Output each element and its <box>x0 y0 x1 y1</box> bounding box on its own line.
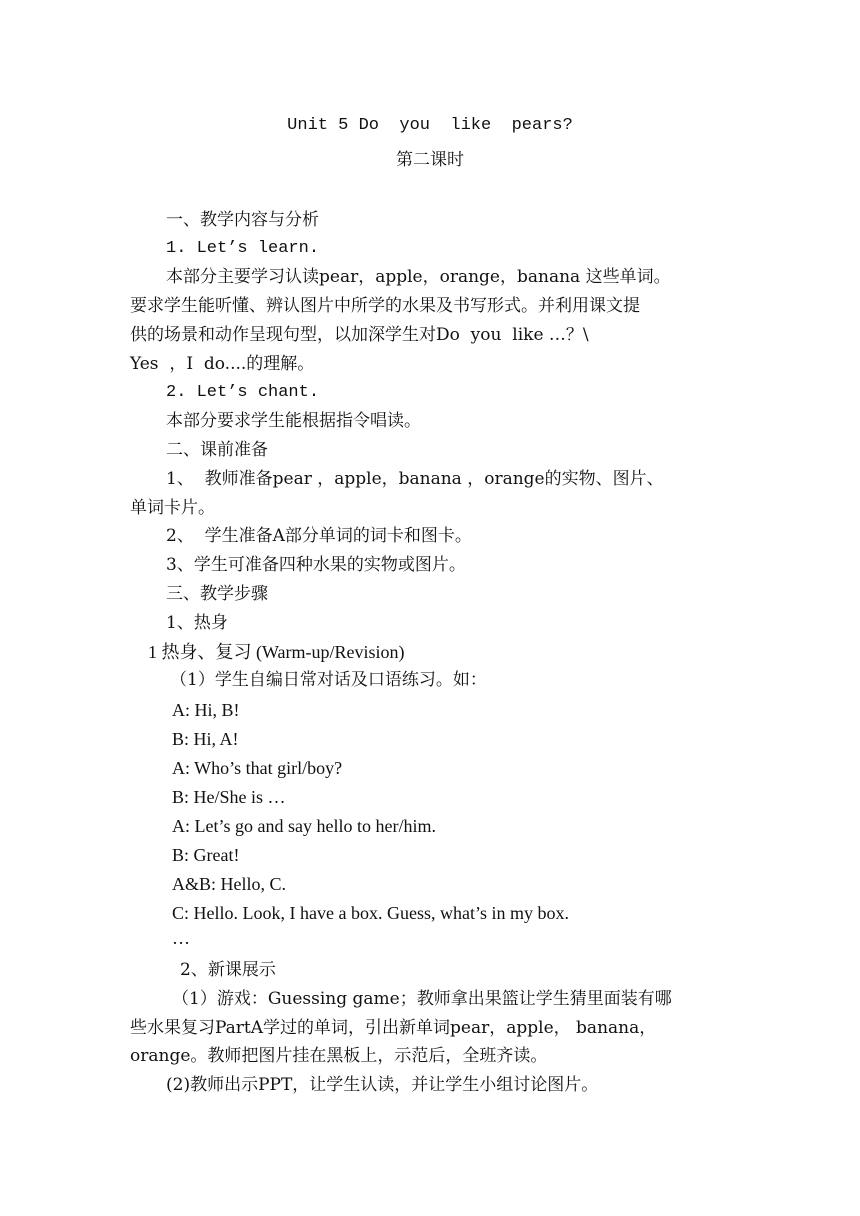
step-heading: 2、新课展示 <box>180 960 276 980</box>
dialogue-line: A: Who’s that girl/boy? <box>172 758 343 778</box>
step-heading: 1、热身 <box>166 613 228 633</box>
paragraph-line: 本部分主要学习认读pear，apple，orange，banana 这些单词。 <box>166 267 671 287</box>
dialogue-line: A&B: Hello, C. <box>172 874 287 894</box>
dialogue-line: A: Hi, B! <box>172 700 240 720</box>
paragraph-line: 些水果复习PartA学过的单词，引出新单词pear，apple， banana， <box>130 1018 657 1038</box>
subsection-heading: 2. Let’s chant. <box>166 383 320 402</box>
paragraph-line: Yes ，I do....的理解。 <box>130 354 315 374</box>
dialogue-line: B: Great! <box>172 845 240 865</box>
paragraph-line: （1）游戏：Guessing game；教师拿出果篮让学生猜里面装有哪 <box>172 989 672 1009</box>
list-item-continuation: 单词卡片。 <box>130 498 215 518</box>
section-heading: 三、教学步骤 <box>166 584 268 604</box>
page-subtitle: 第二课时 <box>396 150 464 170</box>
section-heading: 二、课前准备 <box>166 440 268 460</box>
list-item: 1、 教师准备pear ，apple，banana ，orange的实物、图片、 <box>166 469 664 489</box>
list-item: 2、 学生准备A部分单词的词卡和图卡。 <box>166 526 472 546</box>
section-heading: 一、教学内容与分析 <box>166 210 319 230</box>
dialogue-line: A: Let’s go and say hello to her/him. <box>172 816 436 836</box>
page-title: Unit 5 Do you like pears? <box>287 116 573 135</box>
dialogue-line: B: Hi, A! <box>172 729 239 749</box>
paragraph-line: (2)教师出示PPT，让学生认读，并让学生小组讨论图片。 <box>166 1075 599 1095</box>
dialogue-ellipsis: … <box>172 928 190 948</box>
paragraph-line: orange。教师把图片挂在黑板上，示范后，全班齐读。 <box>130 1046 548 1066</box>
paragraph-line: （1）学生自编日常对话及口语练习。如： <box>170 670 487 690</box>
list-item: 3、学生可准备四种水果的实物或图片。 <box>166 555 466 575</box>
paragraph-line: 供的场景和动作呈现句型，以加深学生对Do you like …？\ <box>130 325 589 345</box>
dialogue-line: B: He/She is … <box>172 787 286 807</box>
dialogue-line: C: Hello. Look, I have a box. Guess, what’s in my box. <box>172 903 569 923</box>
paragraph-line: 本部分要求学生能根据指令唱读。 <box>166 411 421 431</box>
subsection-heading: 1. Let’s learn. <box>166 239 320 258</box>
step-subheading: 1 热身、复习 (Warm-up/Revision) <box>148 642 405 662</box>
paragraph-line: 要求学生能听懂、辨认图片中所学的水果及书写形式。并利用课文提 <box>130 296 640 316</box>
